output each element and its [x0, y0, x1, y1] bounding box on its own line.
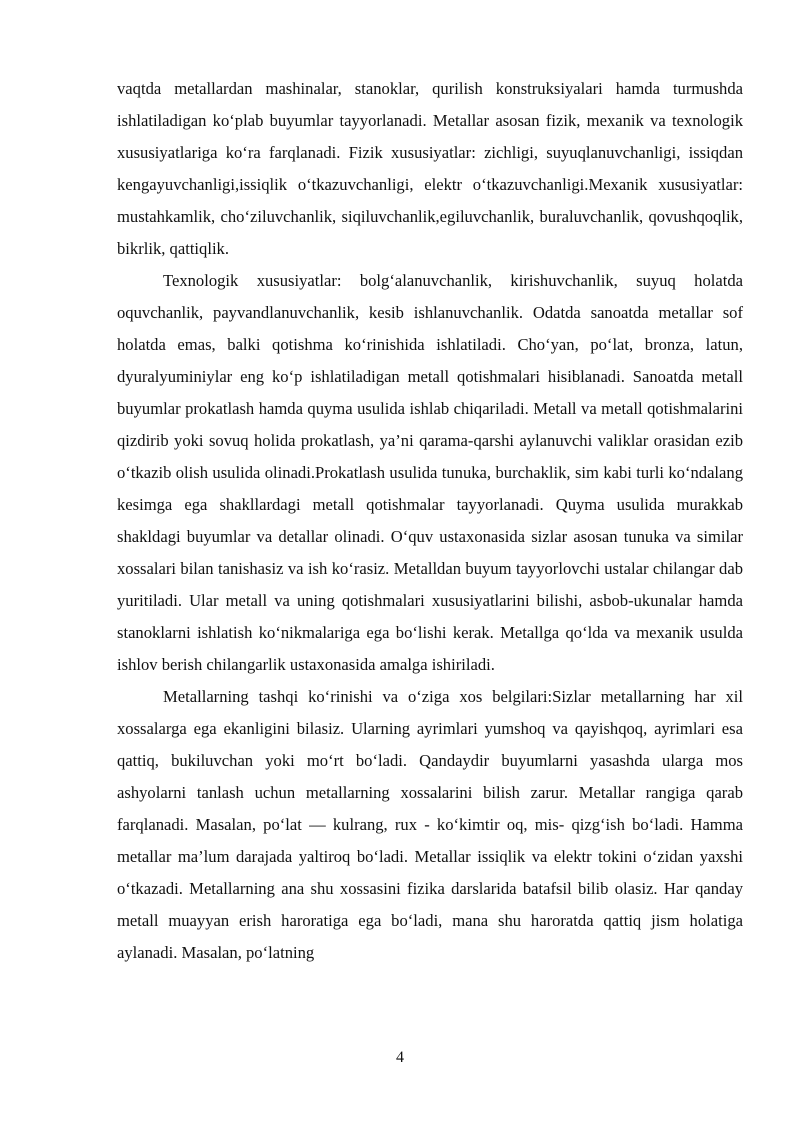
paragraph-3: Metallarning tashqi ko‘rinishi va o‘ziga xos belgilari:Sizlar metallarning har xil xossalarga ega ekanligini bilasiz. Ularning ayrimlari yumshoq va qayishqoq, ayrimlari esa qattiq, bukiluvchan yoki mo‘rt bo‘ladi. Qandaydir buyumlarni yasashda ularga mos ashyolarni tanlash uchun metallarning xossalarini bilish zarur. Metallar rangiga qarab farqlanadi. Masalan, po‘lat — kulrang, rux - ko‘kimtir oq, mis- qizg‘ish bo‘ladi. Hamma metallar ma’lum darajada yaltiroq bo‘ladi. Metallar issiqlik va elektr tokini o‘zidan yaxshi o‘tkazadi. Metallarning ana shu xossasini fizika darslarida batafsil bilib olasiz. Har qanday metall muayyan erish haroratiga ega bo‘ladi, mana shu haroratda qattiq jism holatiga aylanadi. Masalan, po‘latning	[117, 687, 743, 962]
paragraph-2: Texnologik xususiyatlar: bolg‘alanuvchanlik, kirishuvchanlik, suyuq holatda oquvchanlik, payvandlanuvchanlik, kesib ishlanuvchanlik. Odatda sanoatda metallar sof holatda emas, balki qotishma ko‘rinishida ishlatiladi. Cho‘yan, po‘lat, bronza, latun, dyuralyuminiylar eng ko‘p ishlatiladigan metall qotishmalari hisiblanadi. Sanoatda metall buyumlar prokatlash hamda quyma usulida ishlab chiqariladi. Metall va metall qotishmalarini qizdirib yoki sovuq holida prokatlash, ya’ni qarama-qarshi aylanuvchi valiklar orasidan ezib o‘tkazib olish usulida olinadi.Prokatlash usulida tunuka, burchaklik, sim kabi turli ko‘ndalang kesimga ega shakllardagi metall qotishmalar tayyorlanadi. Quyma usulida murakkab shakldagi buyumlar va detallar olinadi. O‘quv ustaxonasida sizlar asosan tunuka va similar xossalari bilan tanishasiz va ish ko‘rasiz. Metalldan buyum tayyorlovchi ustalar chilangar dab yuritiladi. Ular metall va uning qotishmalari xususiyatlarini bilishi, asbob-ukunalar hamda stanoklarni ishlatish ko‘nikmalariga ega bo‘lishi kerak. Metallga qo‘lda va mexanik usulda ishlov berish chilangarlik ustaxonasida amalga ishiriladi.	[117, 271, 743, 674]
paragraph-1: vaqtda metallardan mashinalar, stanoklar, qurilish konstruksiyalari hamda turmushda ishlatiladigan ko‘plab buyumlar tayyorlanadi. Metallar asosan fizik, mexanik va texnologik xususiyatlariga ko‘ra farqlanadi. Fizik xususiyatlar: zichligi, suyuqlanuvchanligi, issiqdan kengayuvchanligi,issiqlik o‘tkazuvchanligi, elektr o‘tkazuvchanligi.Mexanik xususiyatlar: mustahkamlik, cho‘ziluvchanlik, siqiluvchanlik,egiluvchanlik, buraluvchanlik, qovushqoqlik, bikrlik, qattiqlik.	[117, 79, 743, 258]
body-text	[117, 73, 743, 969]
page-number: 4	[396, 1049, 404, 1066]
